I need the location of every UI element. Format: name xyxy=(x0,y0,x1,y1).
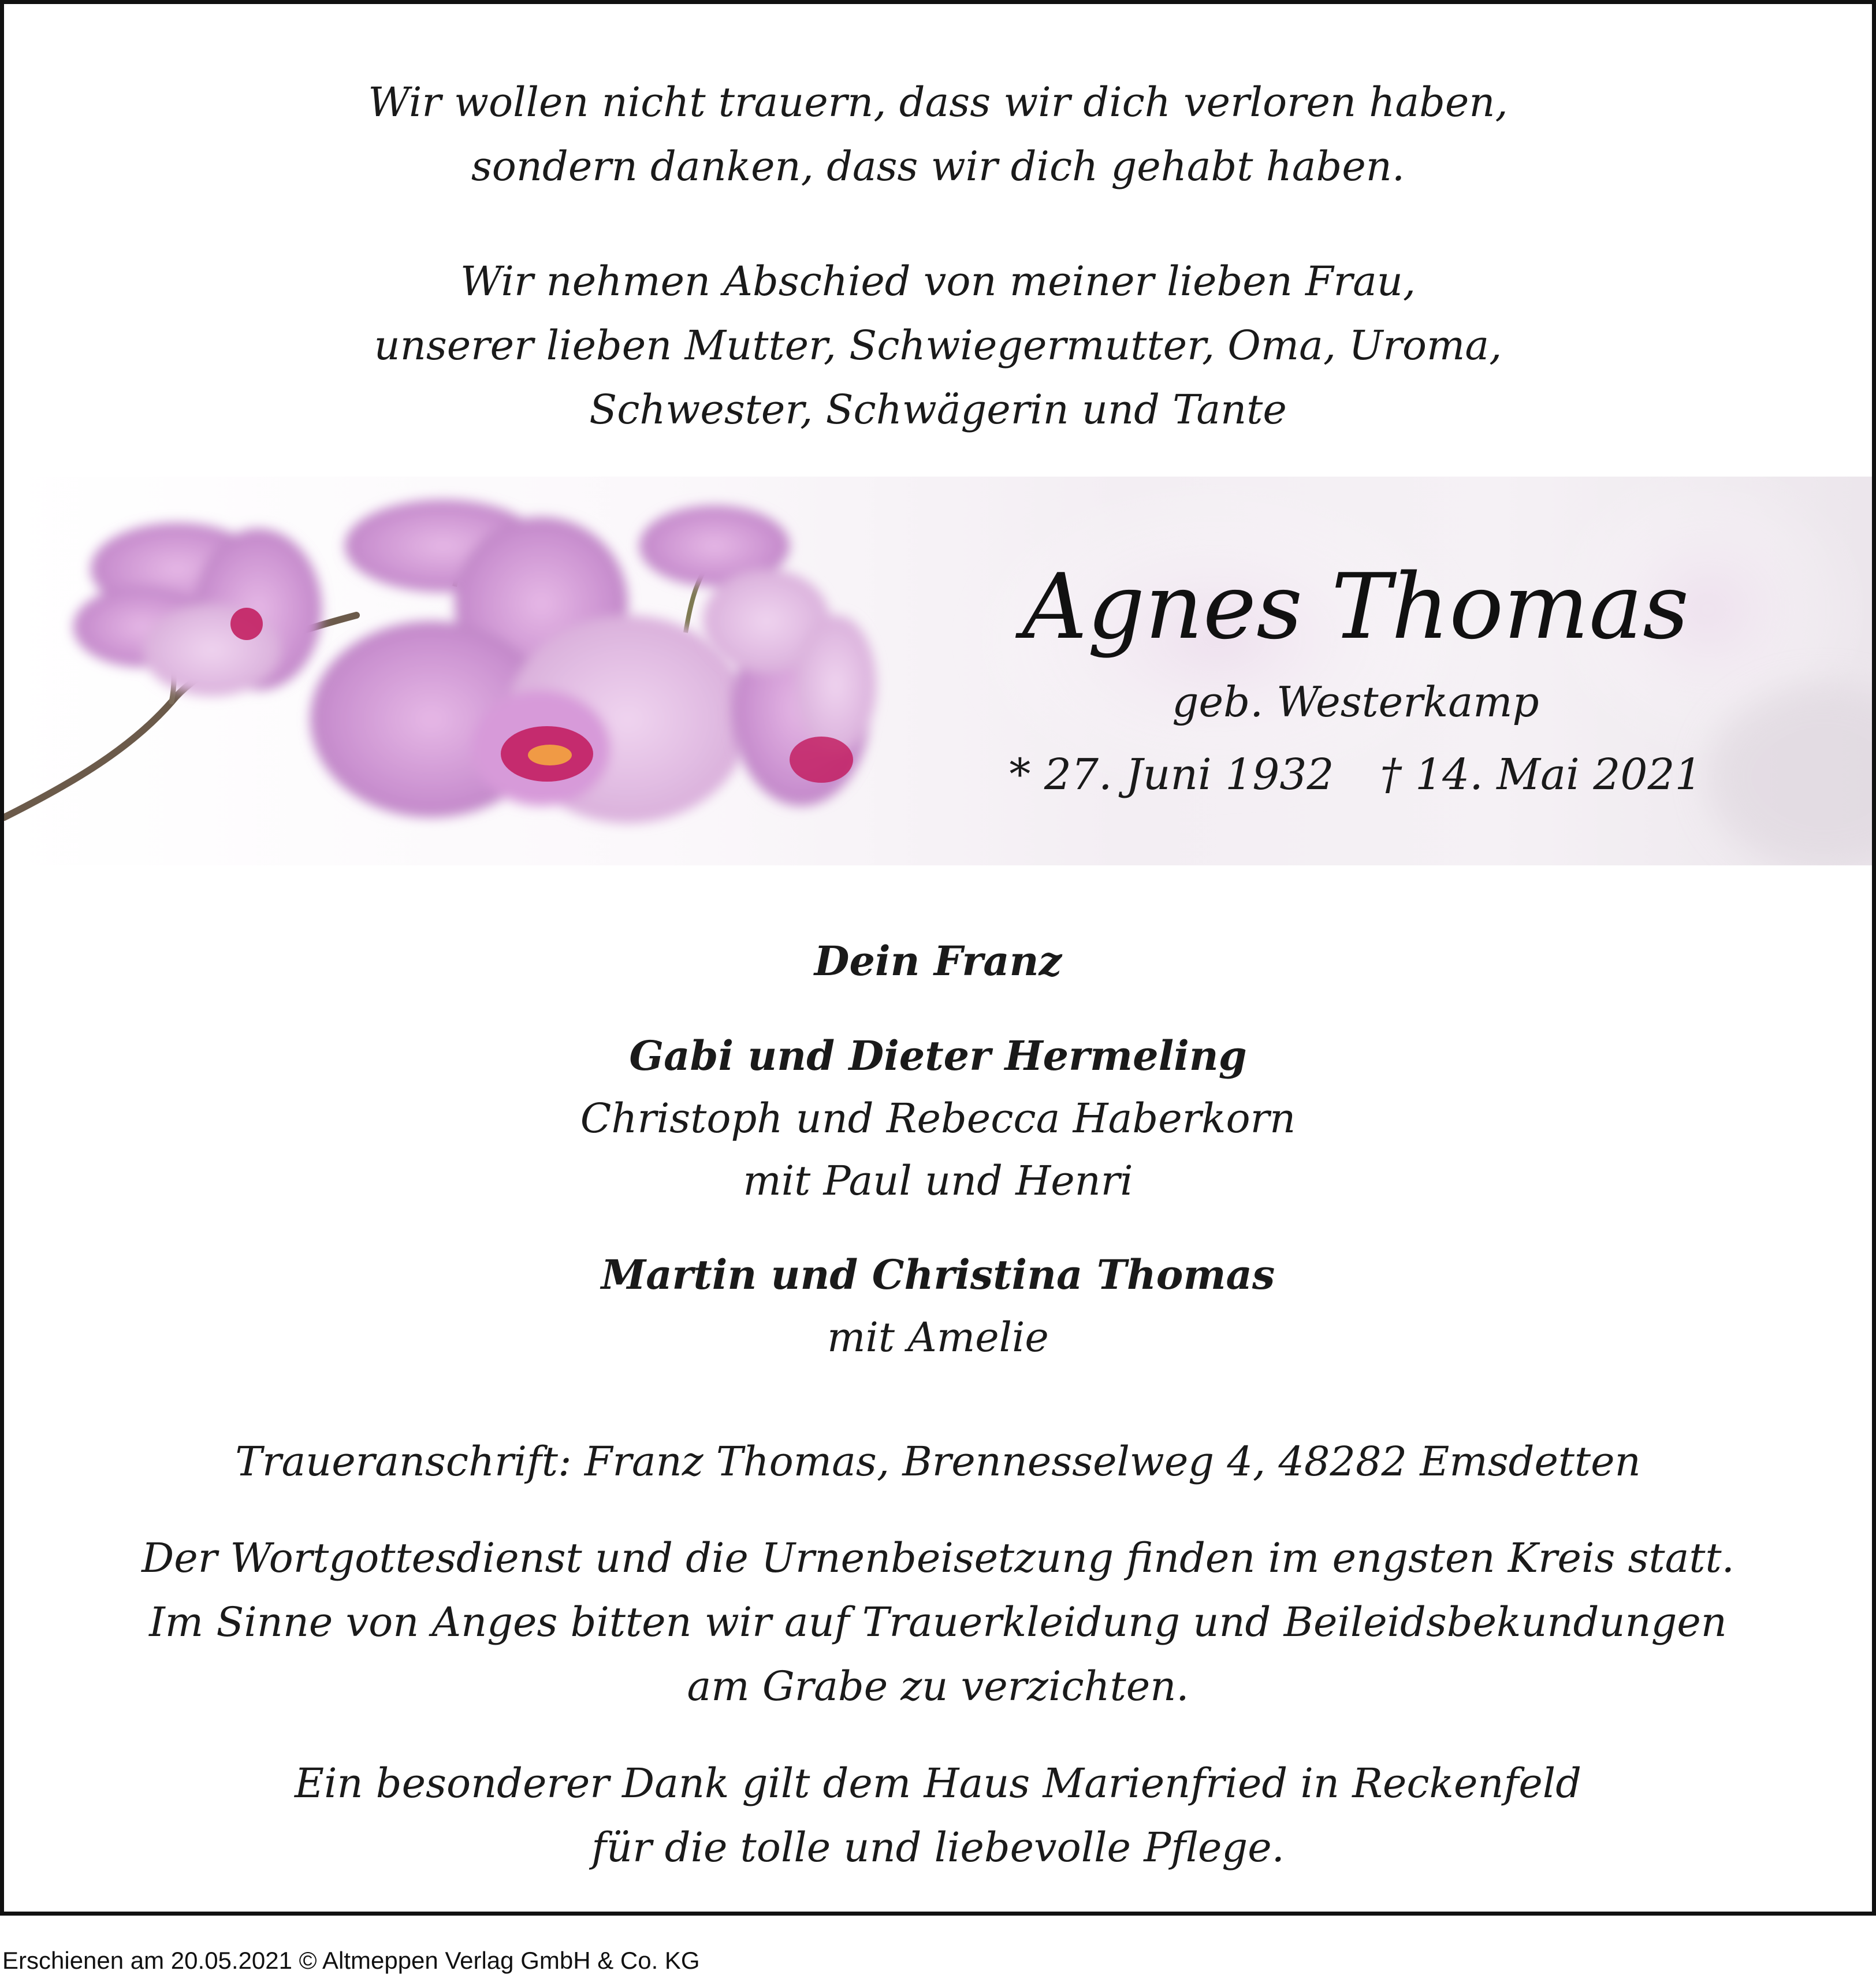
service-line: Im Sinne von Anges bitten wir auf Trauerkleidung und Beileidsbekundungen xyxy=(149,1598,1727,1646)
mourner-name: Dein Franz xyxy=(814,937,1062,985)
service-line: am Grabe zu verzichten. xyxy=(687,1663,1189,1710)
mourner-relatives: mit Paul und Henri xyxy=(743,1157,1133,1204)
orchid-illustration xyxy=(4,477,1872,865)
orchid-flower-left xyxy=(73,523,322,696)
birth-date: * 27. Juni 1932 xyxy=(1009,750,1334,800)
orchid-pollen xyxy=(528,745,572,765)
mourner-relatives: Christoph und Rebecca Haberkorn xyxy=(580,1095,1296,1142)
mourner-group-daughter xyxy=(4,1025,1872,1212)
mourner-group-son xyxy=(4,1244,1872,1369)
life-dates xyxy=(905,746,1806,804)
maiden-name: geb. Westerkamp xyxy=(1172,678,1539,726)
farewell-intro xyxy=(4,250,1872,442)
orchid-center xyxy=(230,608,263,640)
address-text: Traueranschrift: Franz Thomas, Brennesselweg 4, 48282 Emsdetten xyxy=(235,1438,1641,1485)
thanks-info xyxy=(4,1752,1872,1880)
mourner-relatives: mit Amelie xyxy=(827,1314,1049,1361)
mourner-name: Martin und Christina Thomas xyxy=(601,1251,1275,1299)
orchid-center xyxy=(790,737,853,783)
quote-line: sondern danken, dass wir dich gehabt haben. xyxy=(471,143,1405,190)
publication-footer: Erschienen am 20.05.2021 © Altmeppen Verlag GmbH & Co. KG xyxy=(2,1947,700,1974)
opening-quote xyxy=(4,70,1872,199)
deceased-name: Agnes Thomas xyxy=(1022,554,1689,659)
service-line: Der Wortgottesdienst und die Urnenbeisetzung finden im engsten Kreis statt. xyxy=(142,1534,1734,1582)
intro-line: unserer lieben Mutter, Schwiegermutter, Oma, Uroma, xyxy=(374,322,1502,369)
mourning-address xyxy=(4,1430,1872,1494)
mourner-name: Gabi und Dieter Hermeling xyxy=(629,1032,1247,1080)
thanks-line: Ein besonderer Dank gilt dem Haus Marienfried in Reckenfeld xyxy=(294,1760,1582,1807)
mourner-group-husband xyxy=(4,930,1872,992)
service-info xyxy=(4,1526,1872,1719)
quote-line: Wir wollen nicht trauern, dass wir dich verloren haben, xyxy=(368,79,1508,126)
orchid-banner xyxy=(4,477,1872,865)
thanks-line: für die tolle und liebevolle Pflege. xyxy=(591,1824,1285,1871)
intro-line: Schwester, Schwägerin und Tante xyxy=(589,386,1287,433)
intro-line: Wir nehmen Abschied von meiner lieben Frau, xyxy=(460,258,1416,305)
death-date: † 14. Mai 2021 xyxy=(1380,750,1702,800)
